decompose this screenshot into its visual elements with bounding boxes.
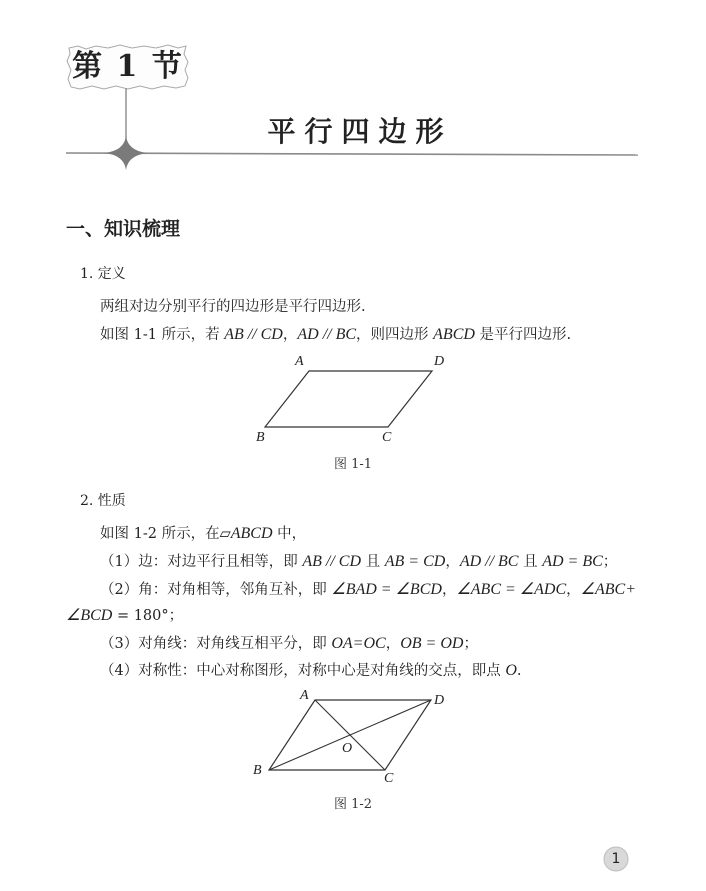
- math: AD = BC: [542, 553, 603, 570]
- property-symmetry: [100, 659, 522, 680]
- figure-1-2-caption: 图 1-2: [333, 797, 373, 812]
- sparkle-icon: [104, 136, 148, 170]
- figure-1-1: [250, 350, 460, 450]
- vertex-label-d: D: [434, 693, 445, 708]
- math: BC: [335, 326, 357, 343]
- text: （3）对角线：对角线互相平分，即: [100, 636, 332, 652]
- header-horizontal-line: [66, 153, 638, 155]
- center-label-o: O: [342, 741, 353, 756]
- math: ∠BAD = ∠BCD: [331, 581, 442, 598]
- text: ；: [463, 636, 478, 652]
- text: 是平行四边形.: [474, 327, 572, 343]
- text: 且: [518, 554, 543, 570]
- text: （2）角：对角相等，邻角互补，即: [100, 582, 332, 598]
- math: AB: [224, 326, 244, 343]
- text: 如图 1-1 所示，若: [100, 327, 225, 343]
- text: = 180°；: [112, 608, 184, 624]
- page-number-badge: [602, 845, 630, 873]
- parallelogram-shape: [250, 350, 460, 450]
- text: （1）边：对边平行且相等，即: [100, 554, 303, 570]
- vertex-label-b: B: [253, 763, 262, 778]
- math: AD: [297, 326, 319, 343]
- property-sides: [100, 550, 617, 571]
- math: OA=OC: [331, 635, 386, 652]
- section-tag-label: 第 1 节: [72, 49, 184, 84]
- property-angles-continued: [66, 604, 183, 625]
- properties-heading: 2. 性质: [80, 493, 126, 509]
- math: ∠ABC+: [580, 581, 636, 598]
- math: CD: [260, 326, 283, 343]
- section-tag: [66, 44, 190, 90]
- section-heading: 一、知识梳理: [66, 218, 181, 240]
- math: //: [318, 326, 336, 343]
- math: ABCD: [433, 326, 475, 343]
- property-diagonals: [100, 632, 478, 653]
- text: 中，: [272, 526, 307, 542]
- vertex-label-c: C: [382, 430, 392, 445]
- definition-line-2: [100, 323, 571, 344]
- parallelogram-with-diagonals: [245, 685, 460, 790]
- parallelogram-symbol: ▱: [219, 526, 231, 542]
- property-angles: [100, 578, 636, 599]
- text: 如图 1-2 所示，在: [100, 526, 220, 542]
- chapter-title: 平行四边形: [267, 115, 453, 148]
- text: ，: [445, 554, 460, 570]
- definition-line-1: 两组对边分别平行的四边形是平行四边形.: [100, 299, 366, 315]
- math: //: [243, 326, 261, 343]
- math: ABCD: [230, 525, 273, 542]
- vertex-label-b: B: [256, 430, 265, 445]
- text: ；: [602, 554, 618, 570]
- vertex-label-c: C: [384, 771, 394, 786]
- text: ，: [441, 582, 457, 598]
- page-number: 1: [611, 851, 621, 867]
- text: .: [516, 663, 522, 679]
- properties-intro: [100, 522, 306, 543]
- vertex-label-a: A: [295, 354, 304, 369]
- vertex-label-d: D: [434, 354, 445, 369]
- math: ∠ABC = ∠ADC: [456, 581, 567, 598]
- math: AB = CD: [384, 553, 446, 570]
- text: ，: [566, 582, 581, 598]
- math: O: [505, 662, 517, 679]
- figure-1-1-caption: 图 1-1: [333, 457, 373, 472]
- text: ，则四边形: [356, 327, 434, 343]
- text: ，: [385, 636, 401, 652]
- math: AB // CD: [302, 553, 362, 570]
- text: ，: [282, 327, 298, 343]
- text: 且: [361, 554, 385, 570]
- definition-heading: 1. 定义: [80, 266, 126, 282]
- diagonal-bd: [269, 700, 431, 770]
- text: （4）对称性：中心对称图形，对称中心是对角线的交点，即点: [100, 663, 506, 679]
- vertex-label-a: A: [300, 688, 309, 703]
- math: OB = OD: [400, 635, 464, 652]
- math: ∠BCD: [66, 607, 113, 624]
- math: AD // BC: [459, 553, 519, 570]
- figure-1-2: [245, 685, 460, 790]
